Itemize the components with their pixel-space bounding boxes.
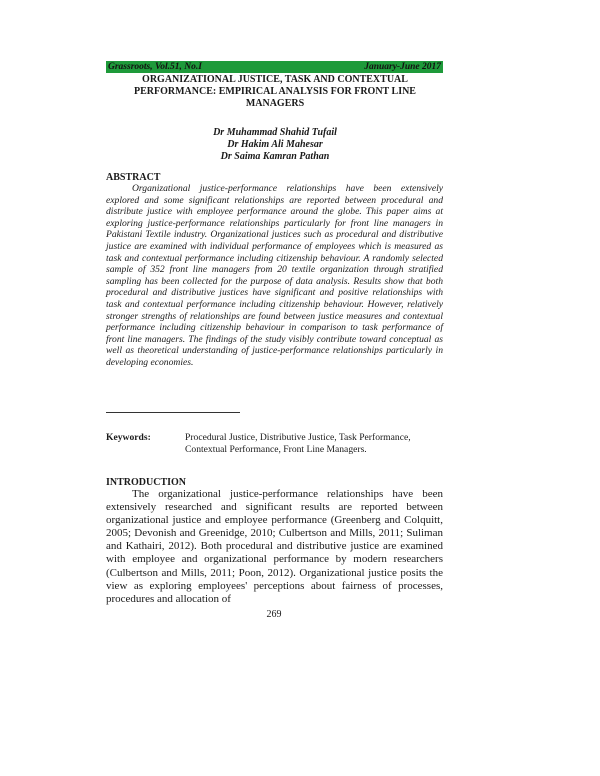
abstract-heading: ABSTRACT bbox=[106, 172, 161, 183]
paper-title: ORGANIZATIONAL JUSTICE, TASK AND CONTEXTUAL PERFORMANCE: EMPIRICAL ANALYSIS FOR FRONT LINE MANAGERS bbox=[134, 74, 416, 109]
author-name: Dr Muhammad Shahid Tufail bbox=[213, 127, 337, 138]
separator-rule bbox=[106, 412, 240, 413]
author-name: Dr Hakim Ali Mahesar bbox=[227, 139, 323, 150]
introduction-text: The organizational justice-performance relationships have been extensively researched and significant results are reported between organizational justice and employee performance (Greenberg and Colquitt, 2005; Devonish and Greenidge, 2010; Culbertson and Mills, 2011; Suliman and Kathairi, 2012). Both procedural and distributive justice are examined with employee and organizational performance by modern researchers (Culbertson and Mills, 2011; Poon, 2012). Organizational justice posits the view as exploring employees' perceptions about fairness of processes, procedures and allocation of bbox=[106, 488, 443, 605]
author-list bbox=[150, 127, 400, 163]
journal-name: Grassroots, Vol.51, No.I bbox=[108, 62, 202, 72]
keywords-text: Procedural Justice, Distributive Justice, Task Performance, Contextual Performance, Front Line Managers. bbox=[185, 432, 411, 455]
issue-date: January-June 2017 bbox=[364, 62, 441, 72]
running-header bbox=[106, 61, 443, 73]
keywords-label: Keywords: bbox=[106, 432, 151, 443]
abstract-text: Organizational justice-performance relationships have been extensively explored and some significant relationships are reported between procedural and distribute justice with employee performance around the globe. This paper aims at exploring justice-performance relationships particularly for front line managers in Pakistani Textile industry. Organizational justices such as procedural and distributive justice are examined with individual performance of employees which is measured as task and contextual performance including citizenship behaviour. A randomly selected sample of 352 front line managers from 20 textile organization through stratified sampling has been collected for the purpose of data analysis. Results show that both procedural and distributive justices have significant and positive relationships with task and contextual performance including citizenship behaviour. However, relatively stronger strengths of relationships are found between justice measures and contextual performance including citizenship behaviour in comparison to task performance of front line managers. The findings of the study visibly contribute toward conceptual as well as theoretical understanding of justice-performance relationships particularly in developing economies. bbox=[106, 183, 443, 368]
author-name: Dr Saima Kamran Pathan bbox=[220, 151, 330, 162]
page-number: 269 bbox=[266, 609, 282, 620]
introduction-heading: INTRODUCTION bbox=[106, 477, 187, 488]
